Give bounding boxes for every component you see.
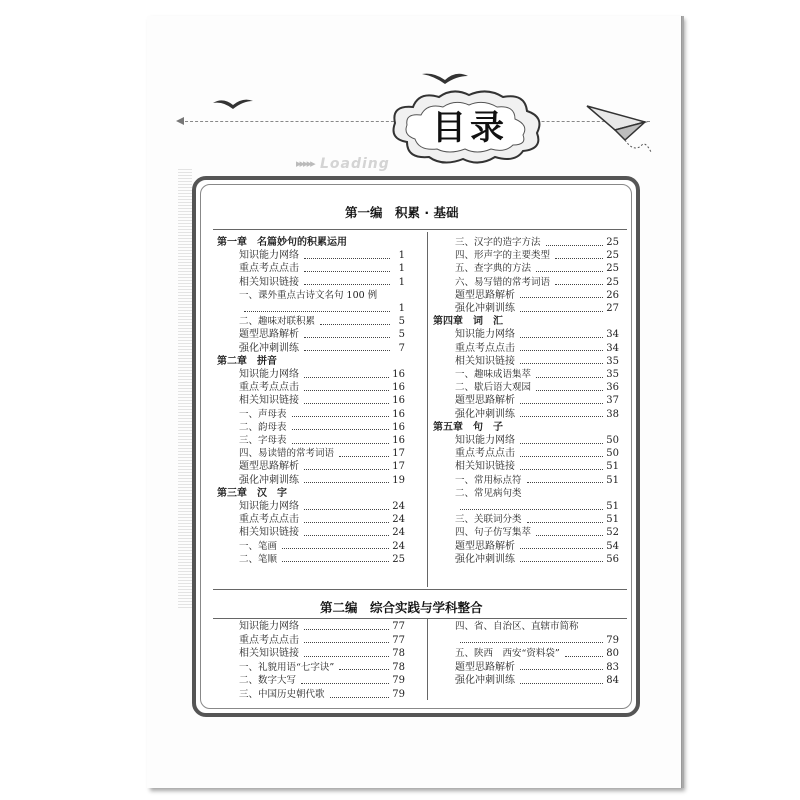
toc-entry-title: 二、歇后语大观园 [455,382,532,394]
dot-leader [520,349,603,351]
column-divider [427,232,428,587]
toc-entry [239,381,405,394]
toc-entry-title: 重点考点点击 [455,342,515,354]
dot-leader [520,402,603,404]
toc-page-number: 77 [392,634,405,646]
toc-page-number: 79 [606,634,619,646]
toc-page-number: 19 [392,474,405,486]
toc-page-number: 24 [392,540,405,552]
toc-entry-title: 第二章 拼音 [217,355,277,367]
toc-entry-title: 强化冲刺训练 [239,342,299,354]
dot-leader [527,495,604,496]
dot-leader [520,415,603,417]
toc-page-number: 25 [606,263,619,275]
part1-title: 第一编 积累 · 基础 [345,205,459,220]
toc-entry [455,328,619,341]
dot-leader [565,655,604,657]
toc-entry-title: 五、陕西 西安“资料袋” [455,648,560,660]
toc-entry-title: 相关知识链接 [239,276,299,288]
toc-entry [455,620,619,633]
arrow-decoration: ▸▸▸▸▸ [296,157,314,170]
dot-leader [527,521,604,523]
toc-page-number: 24 [392,514,405,526]
toc-entry-title: 二、数字大写 [239,675,297,687]
toc-entry [455,368,619,381]
toc-entry-title: 三、字母表 [239,435,287,446]
toc-entry [455,381,619,394]
toc-entry [455,674,619,687]
toc-entry-title: 四、省、自治区、直辖市简称 [455,621,579,632]
dot-leader [520,336,603,338]
toc-entry-title: 题型思路解析 [455,395,515,407]
dot-leader [520,682,603,684]
toc-entry [455,474,619,487]
dot-leader [320,323,390,325]
toc-entry [455,447,619,460]
dot-leader [520,296,603,298]
toc-page-number: 54 [606,540,619,552]
toc-page-number: 77 [392,621,405,632]
toc-entry [455,276,619,289]
part2-title: 第二编 综合实践与学科整合 [320,600,483,615]
toc-entry-title: 第四章 词 汇 [433,316,503,328]
toc-entry [239,688,405,701]
toc-entry [455,394,619,407]
toc-entry-title: 四、句子仿写集萃 [455,527,532,539]
toc-entry [455,500,619,513]
dot-leader [520,468,603,470]
dot-leader [304,389,389,391]
dot-leader [508,323,604,324]
toc-entry-title: 第五章 句 子 [433,421,503,433]
toc-entry [239,394,405,407]
toc-entry [455,540,619,553]
dot-leader [536,376,603,378]
dot-leader [304,521,389,523]
toc-page-number: 26 [606,289,619,301]
toc-page-number: 1 [398,263,405,275]
toc-entry-title: 一、课外重点古诗文名句 100 例 [239,289,378,301]
toc-chapter-heading [217,355,405,368]
toc-entry-title: 强化冲刺训练 [455,553,515,565]
toc-page-number: 17 [392,448,405,460]
toc-page-number: 52 [606,527,619,539]
dot-leader [520,362,603,364]
toc-entry-title: 三、关联词分类 [455,514,522,526]
toc-entry-title: 知识能力网络 [239,369,299,380]
dot-leader [352,244,390,245]
toc-entry-title: 强化冲刺训练 [455,408,515,420]
toc-page-number: 16 [392,408,405,420]
dot-leader [339,668,389,670]
toc-page-number: 78 [392,661,405,673]
dot-leader [304,628,389,630]
toc-entry-title: 题型思路解析 [455,661,515,673]
dot-leader [304,402,389,404]
paper-plane-icon [585,100,655,160]
toc-entry-title: 一、常用标点符 [455,474,522,486]
toc-page-number: 37 [606,395,619,407]
dot-leader [527,481,604,483]
part2-column-divider [427,618,428,700]
dot-leader [304,257,390,259]
dot-leader [536,389,603,391]
toc-entry-title: 相关知识链接 [239,395,299,407]
toc-entry [239,540,405,553]
dot-leader [304,641,389,643]
dot-leader [282,547,389,549]
toc-entry-title: 相关知识链接 [239,648,299,660]
toc-entry-title: 四、易读错的常考词语 [239,448,335,460]
dot-leader [304,336,390,338]
toc-page-number: 24 [392,527,405,539]
toc-entry [455,526,619,539]
toc-entry-title: 重点考点点击 [239,382,299,394]
toc-entry-title: 强化冲刺训练 [455,675,515,687]
toc-page-number: 50 [606,448,619,460]
toc-entry-title: 四、形声字的主要类型 [455,250,551,262]
toc-page-number: 24 [392,501,405,512]
toc-entry-title: 六、易写错的常考词语 [455,276,551,288]
toc-entry [239,553,405,566]
toc-page-number: 25 [606,237,619,248]
toc-page-number: 79 [392,689,405,700]
toc-page-number: 1 [398,250,405,262]
toc-entry-title: 题型思路解析 [239,329,299,341]
toc-entry [455,262,619,275]
dot-leader [304,468,389,470]
toc-entry-title: 知识能力网络 [239,621,299,632]
toc-page-number: 17 [392,461,405,473]
toc-entry-title: 知识能力网络 [455,435,515,446]
toc-entry-title: 强化冲刺训练 [239,474,299,486]
toc-entry-title: 二、常见病句类 [455,487,522,499]
toc-entry [239,634,405,647]
toc-entry [455,236,619,249]
dot-leader [520,455,603,457]
toc-page-number: 27 [606,303,619,314]
toc-page-number: 51 [606,514,619,526]
toc-entry-title: 二、趣味对联积累 [239,316,316,328]
part2-title-rule [213,618,627,619]
dot-leader [536,270,603,272]
toc-entry-title: 重点考点点击 [239,263,299,275]
toc-page-number: 25 [392,553,405,565]
toc-entry [455,249,619,262]
dot-leader [330,696,390,698]
dot-leader [520,668,603,670]
dot-leader [508,429,604,430]
toc-entry-title: 题型思路解析 [239,461,299,473]
dot-leader [304,508,389,510]
toc-page-number: 5 [398,329,405,341]
toc-entry [239,315,405,328]
toc-entry [239,447,405,460]
toc-page-number: 51 [606,474,619,486]
toc-page-number: 84 [606,675,619,687]
toc-entry [239,302,405,315]
dot-leader [282,560,389,562]
toc-page-number: 7 [398,342,405,354]
dot-leader [304,349,390,351]
toc-entry [455,647,619,660]
loading-watermark: Loading [320,156,390,172]
dot-leader [460,641,603,643]
toc-entry [239,289,405,302]
toc-entry [455,408,619,421]
toc-entry [455,634,619,647]
part1-top-rule [213,229,627,230]
toc-chapter-heading [217,487,405,500]
toc-entry-title: 三、汉字的造字方法 [455,237,541,248]
toc-page-number: 16 [392,435,405,446]
toc-entry [239,408,405,421]
toc-page-number: 51 [606,461,619,473]
toc-page-number: 16 [392,395,405,407]
toc-entry-title: 相关知识链接 [455,461,515,473]
dot-leader [304,534,389,536]
toc-entry-title: 第一章 名篇妙句的积累运用 [217,237,347,248]
toc-page-number: 56 [606,553,619,565]
dot-leader [301,682,389,684]
dot-leader [520,560,603,562]
toc-entry [239,647,405,660]
dot-leader [555,257,603,259]
toc-entry-title: 一、趣味成语集萃 [455,369,532,380]
toc-entry [239,368,405,381]
dot-leader [304,376,389,378]
toc-entry-title: 重点考点点击 [455,448,515,460]
toc-page-number: 34 [606,329,619,341]
toc-entry [455,355,619,368]
dot-leader [536,534,603,536]
toc-entry [239,276,405,289]
toc-entry-title: 一、笔画 [239,540,278,552]
toc-page-number: 78 [392,648,405,660]
part2-top-rule [213,589,627,590]
toc-entry [239,674,405,687]
toc-entry [239,328,405,341]
toc-entry-title: 知识能力网络 [239,250,299,262]
toc-entry-title: 五、查字典的方法 [455,263,532,275]
toc-page-number: 5 [398,316,405,328]
toc-entry [455,342,619,355]
dot-leader [304,270,390,272]
toc-page-number: 35 [606,355,619,367]
toc-page-number: 1 [398,303,405,314]
dot-leader [460,508,603,510]
toc-page-number: 38 [606,408,619,420]
toc-entry [455,661,619,674]
toc-page-number: 25 [606,250,619,262]
dot-leader [520,547,603,549]
toc-page-number: 16 [392,382,405,394]
dot-leader [304,481,389,483]
toc-entry [455,434,619,447]
dot-leader [584,628,604,629]
toc-entry-title: 重点考点点击 [239,514,299,526]
toc-entry [239,526,405,539]
toc-page-number: 50 [606,435,619,446]
toc-entry [239,500,405,513]
toc-chapter-heading [433,421,619,434]
toc-page-number: 25 [606,276,619,288]
toc-entry-title: 一、声母表 [239,408,287,420]
toc-page-number: 36 [606,382,619,394]
toc-page-number: 1 [398,276,405,288]
toc-entry [239,513,405,526]
toc-entry-title: 题型思路解析 [455,289,515,301]
dot-leader [382,297,390,298]
toc-page-number: 16 [392,421,405,433]
toc-page-number: 16 [392,369,405,380]
toc-entry [239,421,405,434]
toc-page-number: 80 [606,648,619,660]
toc-page-number: 34 [606,342,619,354]
toc-entry-title: 知识能力网络 [239,501,299,512]
dot-leader [546,244,604,246]
dot-leader [282,363,390,364]
toc-entry-title: 二、笔顺 [239,553,278,565]
toc-entry-title: 题型思路解析 [455,540,515,552]
toc-entry [239,474,405,487]
dot-leader [244,310,390,312]
dot-leader [304,283,390,285]
toc-entry-title: 知识能力网络 [455,329,515,341]
dot-leader [555,283,603,285]
toc-entry-title: 第三章 汉 字 [217,487,287,499]
toc-chapter-heading [217,236,405,249]
dot-leader [292,428,390,430]
bird-icon [213,97,253,111]
dot-leader [304,655,389,657]
toc-title: 目录 [432,108,508,148]
toc-entry-title: 相关知识链接 [239,527,299,539]
toc-entry [239,262,405,275]
dot-leader [292,495,390,496]
toc-entry [455,487,619,500]
toc-entry [239,661,405,674]
toc-entry-title: 二、韵母表 [239,421,287,433]
toc-entry [239,342,405,355]
side-stripe-decoration [178,168,192,608]
toc-page-number: 51 [606,501,619,512]
toc-entry-title: 一、礼貌用语“七字诀” [239,661,335,673]
toc-entry-title: 三、中国历史朝代歌 [239,689,325,700]
bird-icon [422,70,468,86]
dot-leader [520,310,603,312]
toc-page-number: 35 [606,369,619,380]
toc-entry [239,249,405,262]
toc-entry-title: 相关知识链接 [455,355,515,367]
toc-entry-title: 重点考点点击 [239,634,299,646]
toc-entry [239,460,405,473]
dot-leader [292,442,390,444]
toc-page-number: 79 [392,675,405,687]
toc-page-number: 83 [606,661,619,673]
dot-leader [520,442,603,444]
toc-entry [455,553,619,566]
dot-leader [339,455,389,457]
toc-entry [455,289,619,302]
toc-chapter-heading [433,315,619,328]
toc-entry [239,620,405,633]
toc-entry [455,460,619,473]
toc-entry [455,302,619,315]
toc-entry-title: 强化冲刺训练 [455,303,515,314]
toc-entry [455,513,619,526]
dot-leader [292,415,390,417]
toc-entry [239,434,405,447]
